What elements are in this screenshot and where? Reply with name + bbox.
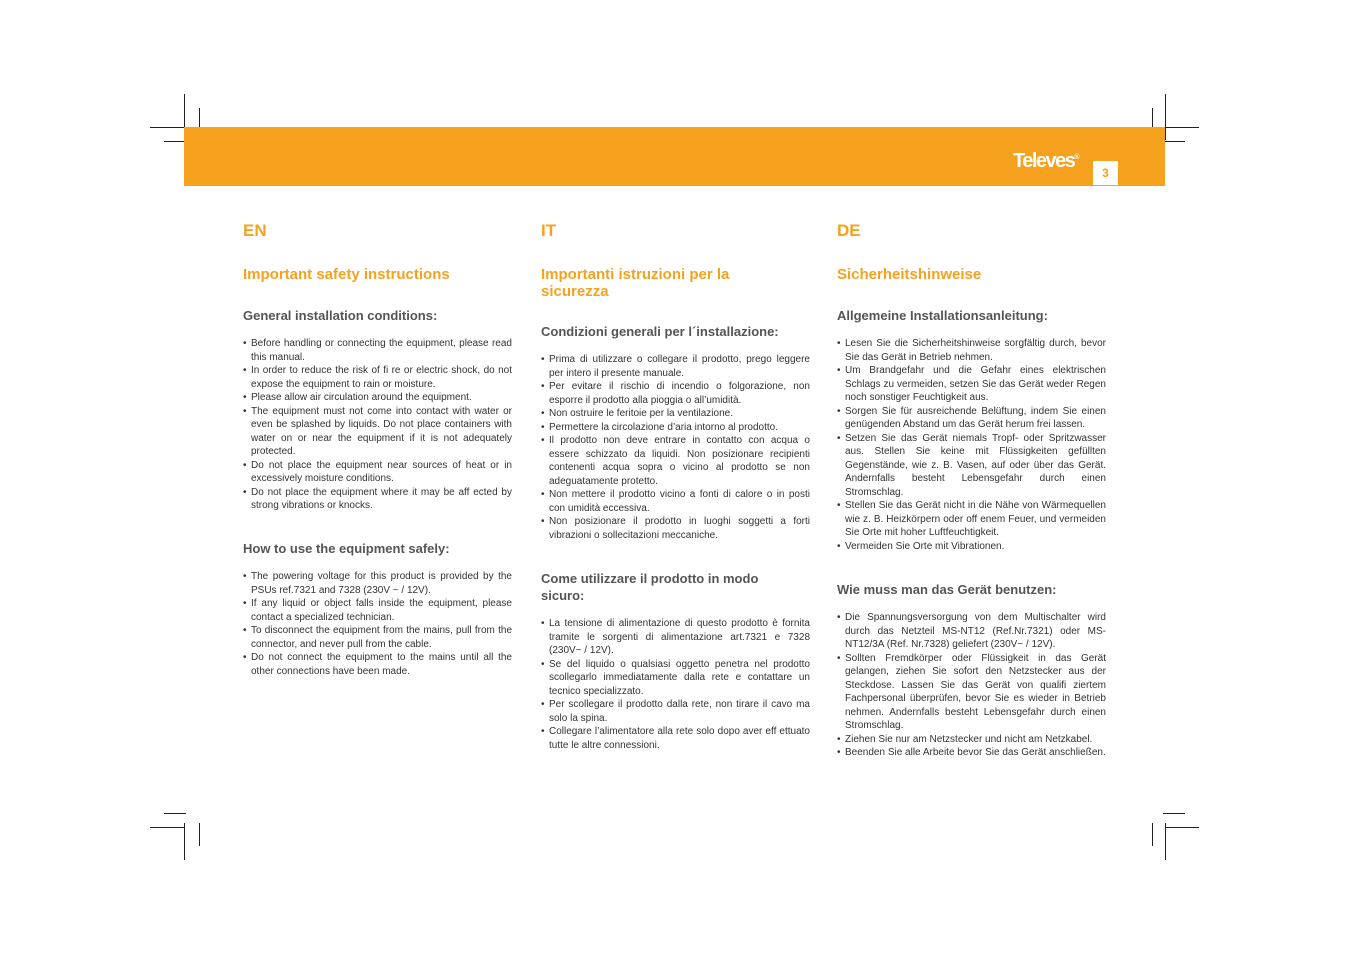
list-item: • Non mettere il prodotto vicino a fonti di calore o in posti con umidità eccessiva.	[541, 488, 810, 515]
subsection-title: Condizioni generali per l´installazione:	[541, 324, 779, 339]
list-item: • Per scollegare il prodotto dalla rete, non tirare il cavo ma solo la spina.	[541, 698, 810, 725]
list-item: • Se del liquido o qualsiasi oggetto penetra nel prodotto scollegarlo immediatamente dalla rete e contattare un tecnico specializzato.	[541, 658, 810, 699]
crop-mark	[150, 127, 184, 128]
list-item: • Do not connect the equipment to the mains until all the other connections have been made.	[243, 651, 512, 678]
language-heading: IT	[541, 221, 557, 240]
crop-mark	[164, 813, 186, 814]
list-item: • In order to reduce the risk of fi re or electric shock, do not expose the equipment to rain or moisture.	[243, 364, 512, 391]
subsection-title: Allgemeine Installationsanleitung:	[837, 308, 1048, 323]
crop-mark	[1165, 823, 1166, 860]
list-item: • Sorgen Sie für ausreichende Belüftung, indem Sie einen genügenden Abstand um das Gerät herum frei lassen.	[837, 405, 1106, 432]
list-item: • Non posizionare il prodotto in luoghi soggetti a forti vibrazioni o sollecitazioni meccaniche.	[541, 515, 810, 542]
list-item: • Setzen Sie das Gerät niemals Tropf- oder Spritzwasser aus. Stellen Sie keine mit Flüssigkeiten gefüllten Gegenstände, wie z. B. Vasen, auf oder über das Gerät. Andernfalls besteht Lebensgefahr durch einen Stromschlag.	[837, 432, 1106, 500]
bullet-list	[541, 617, 810, 752]
list-item: • Il prodotto non deve entrare in contatto con acqua o essere schizzato da liquidi. Non posizionare recipienti contenenti acqua sopra o vicino al prodotto se non adeguatamente protetto.	[541, 434, 810, 488]
list-item: • Stellen Sie das Gerät nicht in die Nähe von Wärmequellen wie z. B. Heizkörpern oder off enem Feuer, und vermeiden Sie Orte mit hoher Luftfeuchtigkeit.	[837, 499, 1106, 540]
list-item: • Per evitare il rischio di incendio o folgorazione, non esporre il prodotto alla pioggia o all’umidità.	[541, 380, 810, 407]
subsection-title: General installation conditions:	[243, 308, 438, 323]
list-item: • Non ostruire le feritoie per la ventilazione.	[541, 407, 810, 421]
list-item: • The equipment must not come into contact with water or even be splashed by liquids. Do not place containers with water on or near the equipment if it is not adequately protected.	[243, 405, 512, 459]
section-title: Important safety instructions	[243, 266, 450, 283]
list-item: • Prima di utilizzare o collegare il prodotto, prego leggere per intero il presente manuale.	[541, 353, 810, 380]
crop-mark	[164, 141, 186, 142]
list-item: • Permettere la circolazione d’aria intorno al prodotto.	[541, 421, 810, 435]
section-title: Importanti istruzioni per la sicurezza	[541, 266, 730, 300]
subsection-title: Come utilizzare il prodotto in modo sicuro:	[541, 571, 759, 603]
crop-mark	[1165, 94, 1166, 140]
bullet-list	[837, 337, 1106, 553]
crop-mark	[1165, 127, 1199, 128]
list-item: • Um Brandgefahr und die Gefahr eines elektrischen Schlags zu vermeiden, setzen Sie das Gerät weder Regen noch sonstiger Feuchtigkeit aus.	[837, 364, 1106, 405]
list-item: • Die Spannungsversorgung von dem Multischalter wird durch das Netzteil MS-NT12 (Ref.Nr.7321) oder MS-NT12/3A (Ref. Nr.7328) geliefert (230V~ / 12V).	[837, 611, 1106, 652]
crop-mark	[150, 827, 184, 828]
brand-name: Televes	[1013, 150, 1075, 172]
language-heading: DE	[837, 221, 861, 240]
crop-mark	[1165, 827, 1199, 828]
bullet-list	[243, 570, 512, 678]
subsection-title: Wie muss man das Gerät benutzen:	[837, 582, 1057, 597]
section-title: Sicherheitshinweise	[837, 266, 982, 283]
brand-mark: ®	[1074, 154, 1080, 161]
list-item: • Before handling or connecting the equipment, please read this manual.	[243, 337, 512, 364]
list-item: • If any liquid or object falls inside the equipment, please contact a specialized technician.	[243, 597, 512, 624]
televes-logo	[1013, 150, 1080, 173]
list-item: • Sollten Fremdkörper oder Flüssigkeit in das Gerät gelangen, ziehen Sie sofort den Netzstecker aus der Steckdose. Lassen Sie das Gerät von qualifi ziertem Fachpersonal überprüfen, bevor Sie es wieder in Betrieb nehmen. Andernfalls besteht Lebensgefahr durch einen Stromschlag.	[837, 652, 1106, 733]
list-item: • Collegare l’alimentatore alla rete solo dopo aver eff ettuato tutte le altre connessioni.	[541, 725, 810, 752]
crop-mark	[184, 823, 185, 860]
list-item: • Ziehen Sie nur am Netzstecker und nicht am Netzkabel.	[837, 733, 1106, 747]
crop-mark	[199, 823, 200, 846]
list-item: • Please allow air circulation around the equipment.	[243, 391, 512, 405]
bullet-list	[541, 353, 810, 542]
crop-mark	[1152, 823, 1153, 846]
list-item: • Vermeiden Sie Orte mit Vibrationen.	[837, 540, 1106, 554]
bullet-list	[243, 337, 512, 513]
page-number: 3	[1093, 161, 1118, 185]
list-item: • Do not place the equipment where it may be aff ected by strong vibrations or knocks.	[243, 486, 512, 513]
crop-mark	[1163, 813, 1185, 814]
list-item: • La tensione di alimentazione di questo prodotto è fornita tramite le sorgenti di alimentazione art.7321 e 7328 (230V~ / 12V).	[541, 617, 810, 658]
list-item: • The powering voltage for this product is provided by the PSUs ref.7321 and 7328 (230V ~ / 12V).	[243, 570, 512, 597]
crop-mark	[1163, 141, 1185, 142]
list-item: • Beenden Sie alle Arbeite bevor Sie das Gerät anschließen.	[837, 746, 1106, 760]
bullet-list	[837, 611, 1106, 760]
list-item: • To disconnect the equipment from the mains, pull from the connector, and never pull from the cable.	[243, 624, 512, 651]
subsection-title: How to use the equipment safely:	[243, 541, 450, 556]
list-item: • Lesen Sie die Sicherheitshinweise sorgfältig durch, bevor Sie das Gerät in Betrieb nehmen.	[837, 337, 1106, 364]
list-item: • Do not place the equipment near sources of heat or in excessively moisture conditions.	[243, 459, 512, 486]
language-heading: EN	[243, 221, 267, 240]
